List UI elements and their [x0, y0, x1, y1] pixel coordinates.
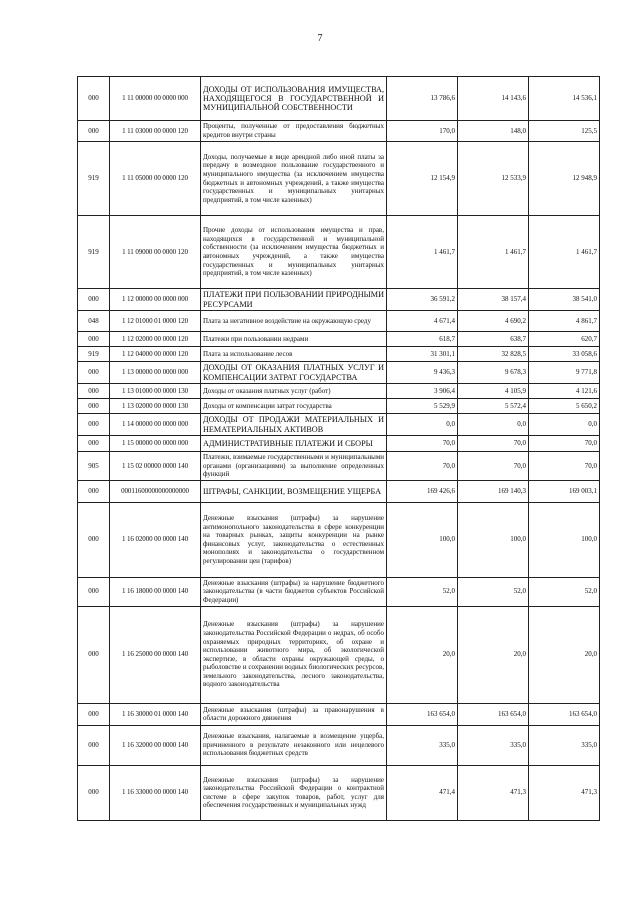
admin-code-cell: 000 — [78, 77, 110, 121]
amount-year1-cell: 0,0 — [387, 414, 458, 436]
budget-code-cell: 1 16 02000 00 0000 140 — [110, 502, 201, 577]
amount-year2-cell: 4 105,9 — [458, 384, 529, 399]
amount-year2-cell: 100,0 — [458, 502, 529, 577]
revenue-table — [77, 76, 600, 821]
amount-year2-cell: 20,0 — [458, 606, 529, 703]
admin-code-cell: 000 — [78, 725, 110, 765]
amount-year3-cell: 335,0 — [529, 725, 600, 765]
amount-year2-cell: 14 143,6 — [458, 77, 529, 121]
table-row — [78, 347, 600, 362]
budget-code-cell: 1 16 33000 00 0000 140 — [110, 765, 201, 820]
amount-year1-cell: 169 426,6 — [387, 480, 458, 502]
amount-year3-cell: 38 541,0 — [529, 289, 600, 311]
amount-year1-cell: 170,0 — [387, 121, 458, 142]
admin-code-cell: 919 — [78, 216, 110, 289]
revenue-name-cell: Денежные взыскания (штрафы) за нарушение антимонопольного законодательства в сфере конкуренции на товарных рынках, защиты конкуренции на рынке финансовых услуг, законодательства о естественных монополиях и законодательства о государственном регулировании цен (тарифов) — [201, 502, 387, 577]
budget-code-cell: 1 12 00000 00 0000 000 — [110, 289, 201, 311]
table-row — [78, 77, 600, 121]
table-row — [78, 289, 600, 311]
revenue-name-cell: Денежные взыскания (штрафы) за нарушение бюджетного законодательства (в части бюджетов субъектов Российской Федерации) — [201, 577, 387, 606]
budget-code-cell: 1 16 32000 00 0000 140 — [110, 725, 201, 765]
admin-code-cell: 919 — [78, 347, 110, 362]
revenue-name-cell: ШТРАФЫ, САНКЦИИ, ВОЗМЕЩЕНИЕ УЩЕРБА — [201, 480, 387, 502]
revenue-name-cell: Доходы от компенсации затрат государства — [201, 399, 387, 414]
admin-code-cell: 000 — [78, 384, 110, 399]
budget-code-cell: 1 16 18000 00 0000 140 — [110, 577, 201, 606]
amount-year3-cell: 1 461,7 — [529, 216, 600, 289]
budget-code-cell: 1 16 25000 00 0000 140 — [110, 606, 201, 703]
budget-code-cell: 1 13 00000 00 0000 000 — [110, 362, 201, 384]
amount-year1-cell: 12 154,9 — [387, 142, 458, 216]
table-row — [78, 577, 600, 606]
amount-year2-cell: 9 678,3 — [458, 362, 529, 384]
amount-year1-cell: 4 671,4 — [387, 311, 458, 332]
budget-code-cell: 1 15 00000 00 0000 000 — [110, 436, 201, 452]
amount-year3-cell: 5 650,2 — [529, 399, 600, 414]
amount-year1-cell: 36 591,2 — [387, 289, 458, 311]
amount-year3-cell: 4 121,6 — [529, 384, 600, 399]
admin-code-cell: 000 — [78, 399, 110, 414]
budget-code-cell: 1 15 02 00000 0000 140 — [110, 452, 201, 481]
page-number: 7 — [317, 33, 323, 44]
amount-year3-cell: 0,0 — [529, 414, 600, 436]
amount-year2-cell: 4 690,2 — [458, 311, 529, 332]
budget-code-cell: 1 11 05000 00 0000 120 — [110, 142, 201, 216]
admin-code-cell: 000 — [78, 765, 110, 820]
amount-year3-cell: 9 771,8 — [529, 362, 600, 384]
revenue-name-cell: Денежные взыскания, налагаемые в возмещение ущерба, причиненного в результате незаконного или нецелевого использования бюджетных средств — [201, 725, 387, 765]
amount-year2-cell: 1 461,7 — [458, 216, 529, 289]
amount-year1-cell: 100,0 — [387, 502, 458, 577]
table-row — [78, 502, 600, 577]
table-row — [78, 436, 600, 452]
revenue-name-cell: Денежные взыскания (штрафы) за правонарушения в области дорожного движения — [201, 703, 387, 725]
revenue-name-cell: ДОХОДЫ ОТ ОКАЗАНИЯ ПЛАТНЫХ УСЛУГ И КОМПЕНСАЦИИ ЗАТРАТ ГОСУДАРСТВА — [201, 362, 387, 384]
amount-year2-cell: 52,0 — [458, 577, 529, 606]
amount-year2-cell: 32 828,5 — [458, 347, 529, 362]
amount-year1-cell: 618,7 — [387, 332, 458, 347]
admin-code-cell: 000 — [78, 703, 110, 725]
admin-code-cell: 000 — [78, 332, 110, 347]
admin-code-cell: 905 — [78, 452, 110, 481]
budget-code-cell: 1 13 01000 00 0000 130 — [110, 384, 201, 399]
amount-year1-cell: 13 786,6 — [387, 77, 458, 121]
table-row — [78, 452, 600, 481]
budget-code-cell: 1 12 01000 01 0000 120 — [110, 311, 201, 332]
admin-code-cell: 000 — [78, 436, 110, 452]
amount-year2-cell: 163 654,0 — [458, 703, 529, 725]
amount-year2-cell: 70,0 — [458, 436, 529, 452]
amount-year1-cell: 471,4 — [387, 765, 458, 820]
admin-code-cell: 000 — [78, 577, 110, 606]
amount-year3-cell: 20,0 — [529, 606, 600, 703]
amount-year3-cell: 4 861,7 — [529, 311, 600, 332]
revenue-name-cell: ПЛАТЕЖИ ПРИ ПОЛЬЗОВАНИИ ПРИРОДНЫМИ РЕСУРСАМИ — [201, 289, 387, 311]
amount-year3-cell: 12 948,9 — [529, 142, 600, 216]
amount-year1-cell: 31 301,1 — [387, 347, 458, 362]
budget-code-cell: 00011600000000000000 — [110, 480, 201, 502]
amount-year2-cell: 335,0 — [458, 725, 529, 765]
amount-year1-cell: 20,0 — [387, 606, 458, 703]
amount-year3-cell: 620,7 — [529, 332, 600, 347]
amount-year3-cell: 100,0 — [529, 502, 600, 577]
table-row — [78, 216, 600, 289]
table-row — [78, 384, 600, 399]
table-row — [78, 311, 600, 332]
revenue-name-cell: Платежи при пользовании недрами — [201, 332, 387, 347]
amount-year3-cell: 33 058,6 — [529, 347, 600, 362]
admin-code-cell: 048 — [78, 311, 110, 332]
amount-year1-cell: 9 436,3 — [387, 362, 458, 384]
revenue-name-cell: АДМИНИСТРАТИВНЫЕ ПЛАТЕЖИ И СБОРЫ — [201, 436, 387, 452]
admin-code-cell: 000 — [78, 502, 110, 577]
revenue-name-cell: Плата за негативное воздействие на окружающую среду — [201, 311, 387, 332]
budget-code-cell: 1 12 04000 00 0000 120 — [110, 347, 201, 362]
table-row — [78, 765, 600, 820]
revenue-table-body — [78, 77, 600, 821]
amount-year2-cell: 148,0 — [458, 121, 529, 142]
admin-code-cell: 000 — [78, 414, 110, 436]
amount-year3-cell: 52,0 — [529, 577, 600, 606]
budget-code-cell: 1 16 30000 01 0000 140 — [110, 703, 201, 725]
budget-code-cell: 1 11 09000 00 0000 120 — [110, 216, 201, 289]
table-row — [78, 480, 600, 502]
table-row — [78, 725, 600, 765]
revenue-name-cell: Проценты, полученные от предоставления бюджетных кредитов внутри страны — [201, 121, 387, 142]
amount-year3-cell: 163 654,0 — [529, 703, 600, 725]
amount-year1-cell: 5 529,9 — [387, 399, 458, 414]
admin-code-cell: 000 — [78, 289, 110, 311]
amount-year1-cell: 52,0 — [387, 577, 458, 606]
amount-year3-cell: 70,0 — [529, 436, 600, 452]
table-row — [78, 362, 600, 384]
revenue-name-cell: Доходы от оказания платных услуг (работ) — [201, 384, 387, 399]
table-row — [78, 399, 600, 414]
amount-year3-cell: 70,0 — [529, 452, 600, 481]
revenue-name-cell: Плата за использование лесов — [201, 347, 387, 362]
revenue-name-cell: ДОХОДЫ ОТ ИСПОЛЬЗОВАНИЯ ИМУЩЕСТВА, НАХОДЯЩЕГОСЯ В ГОСУДАРСТВЕННОЙ И МУНИЦИПАЛЬНОЙ СОБСТВЕННОСТИ — [201, 77, 387, 121]
budget-code-cell: 1 13 02000 00 0000 130 — [110, 399, 201, 414]
amount-year2-cell: 70,0 — [458, 452, 529, 481]
table-row — [78, 703, 600, 725]
revenue-name-cell: Доходы, получаемые в виде арендной либо иной платы за передачу в возмездное пользование государственного и муниципального имущества (за исключением имущества бюджетных и автономных учреждений, а также имущества государственных и муниципальных унитарных предприятий, в том числе казенных) — [201, 142, 387, 216]
revenue-name-cell: Денежные взыскания (штрафы) за нарушение законодательства Российской Федерации о контрактной системе в сфере закупок товаров, работ, услуг для обеспечения государственных и муниципальных нужд — [201, 765, 387, 820]
amount-year2-cell: 5 572,4 — [458, 399, 529, 414]
admin-code-cell: 000 — [78, 606, 110, 703]
amount-year3-cell: 125,5 — [529, 121, 600, 142]
amount-year2-cell: 12 533,9 — [458, 142, 529, 216]
amount-year2-cell: 638,7 — [458, 332, 529, 347]
amount-year1-cell: 70,0 — [387, 452, 458, 481]
amount-year2-cell: 0,0 — [458, 414, 529, 436]
admin-code-cell: 000 — [78, 480, 110, 502]
budget-code-cell: 1 11 00000 00 0000 000 — [110, 77, 201, 121]
admin-code-cell: 919 — [78, 142, 110, 216]
amount-year1-cell: 335,0 — [387, 725, 458, 765]
revenue-name-cell: Денежные взыскания (штрафы) за нарушение законодательства Российской Федерации о недрах, об особо охраняемых природных территориях, об охране и использовании животного мира, об экологической экспертизе, в области охраны окружающей среды, о рыболовстве и сохранении водных биологических ресурсов, земельного законодательства, лесного законодательства, водного законодательства — [201, 606, 387, 703]
revenue-name-cell: ДОХОДЫ ОТ ПРОДАЖИ МАТЕРИАЛЬНЫХ И НЕМАТЕРИАЛЬНЫХ АКТИВОВ — [201, 414, 387, 436]
admin-code-cell: 000 — [78, 121, 110, 142]
amount-year3-cell: 471,3 — [529, 765, 600, 820]
table-row — [78, 142, 600, 216]
table-row — [78, 414, 600, 436]
table-row — [78, 332, 600, 347]
amount-year2-cell: 471,3 — [458, 765, 529, 820]
table-row — [78, 606, 600, 703]
amount-year1-cell: 1 461,7 — [387, 216, 458, 289]
budget-code-cell: 1 12 02000 00 0000 120 — [110, 332, 201, 347]
amount-year2-cell: 38 157,4 — [458, 289, 529, 311]
amount-year3-cell: 169 003,1 — [529, 480, 600, 502]
admin-code-cell: 000 — [78, 362, 110, 384]
amount-year1-cell: 163 654,0 — [387, 703, 458, 725]
amount-year1-cell: 70,0 — [387, 436, 458, 452]
budget-code-cell: 1 11 03000 00 0000 120 — [110, 121, 201, 142]
revenue-name-cell: Платежи, взимаемые государственными и муниципальными органами (организациями) за выполнение определенных функций — [201, 452, 387, 481]
budget-code-cell: 1 14 00000 00 0000 000 — [110, 414, 201, 436]
amount-year1-cell: 3 906,4 — [387, 384, 458, 399]
amount-year2-cell: 169 140,3 — [458, 480, 529, 502]
table-row — [78, 121, 600, 142]
amount-year3-cell: 14 536,1 — [529, 77, 600, 121]
revenue-name-cell: Прочие доходы от использования имущества и прав, находящихся в государственной и муниципальной собственности (за исключением имущества бюджетных и автономных учреждений, а также имущества государственных и муниципальных унитарных предприятий, в том числе казенных) — [201, 216, 387, 289]
